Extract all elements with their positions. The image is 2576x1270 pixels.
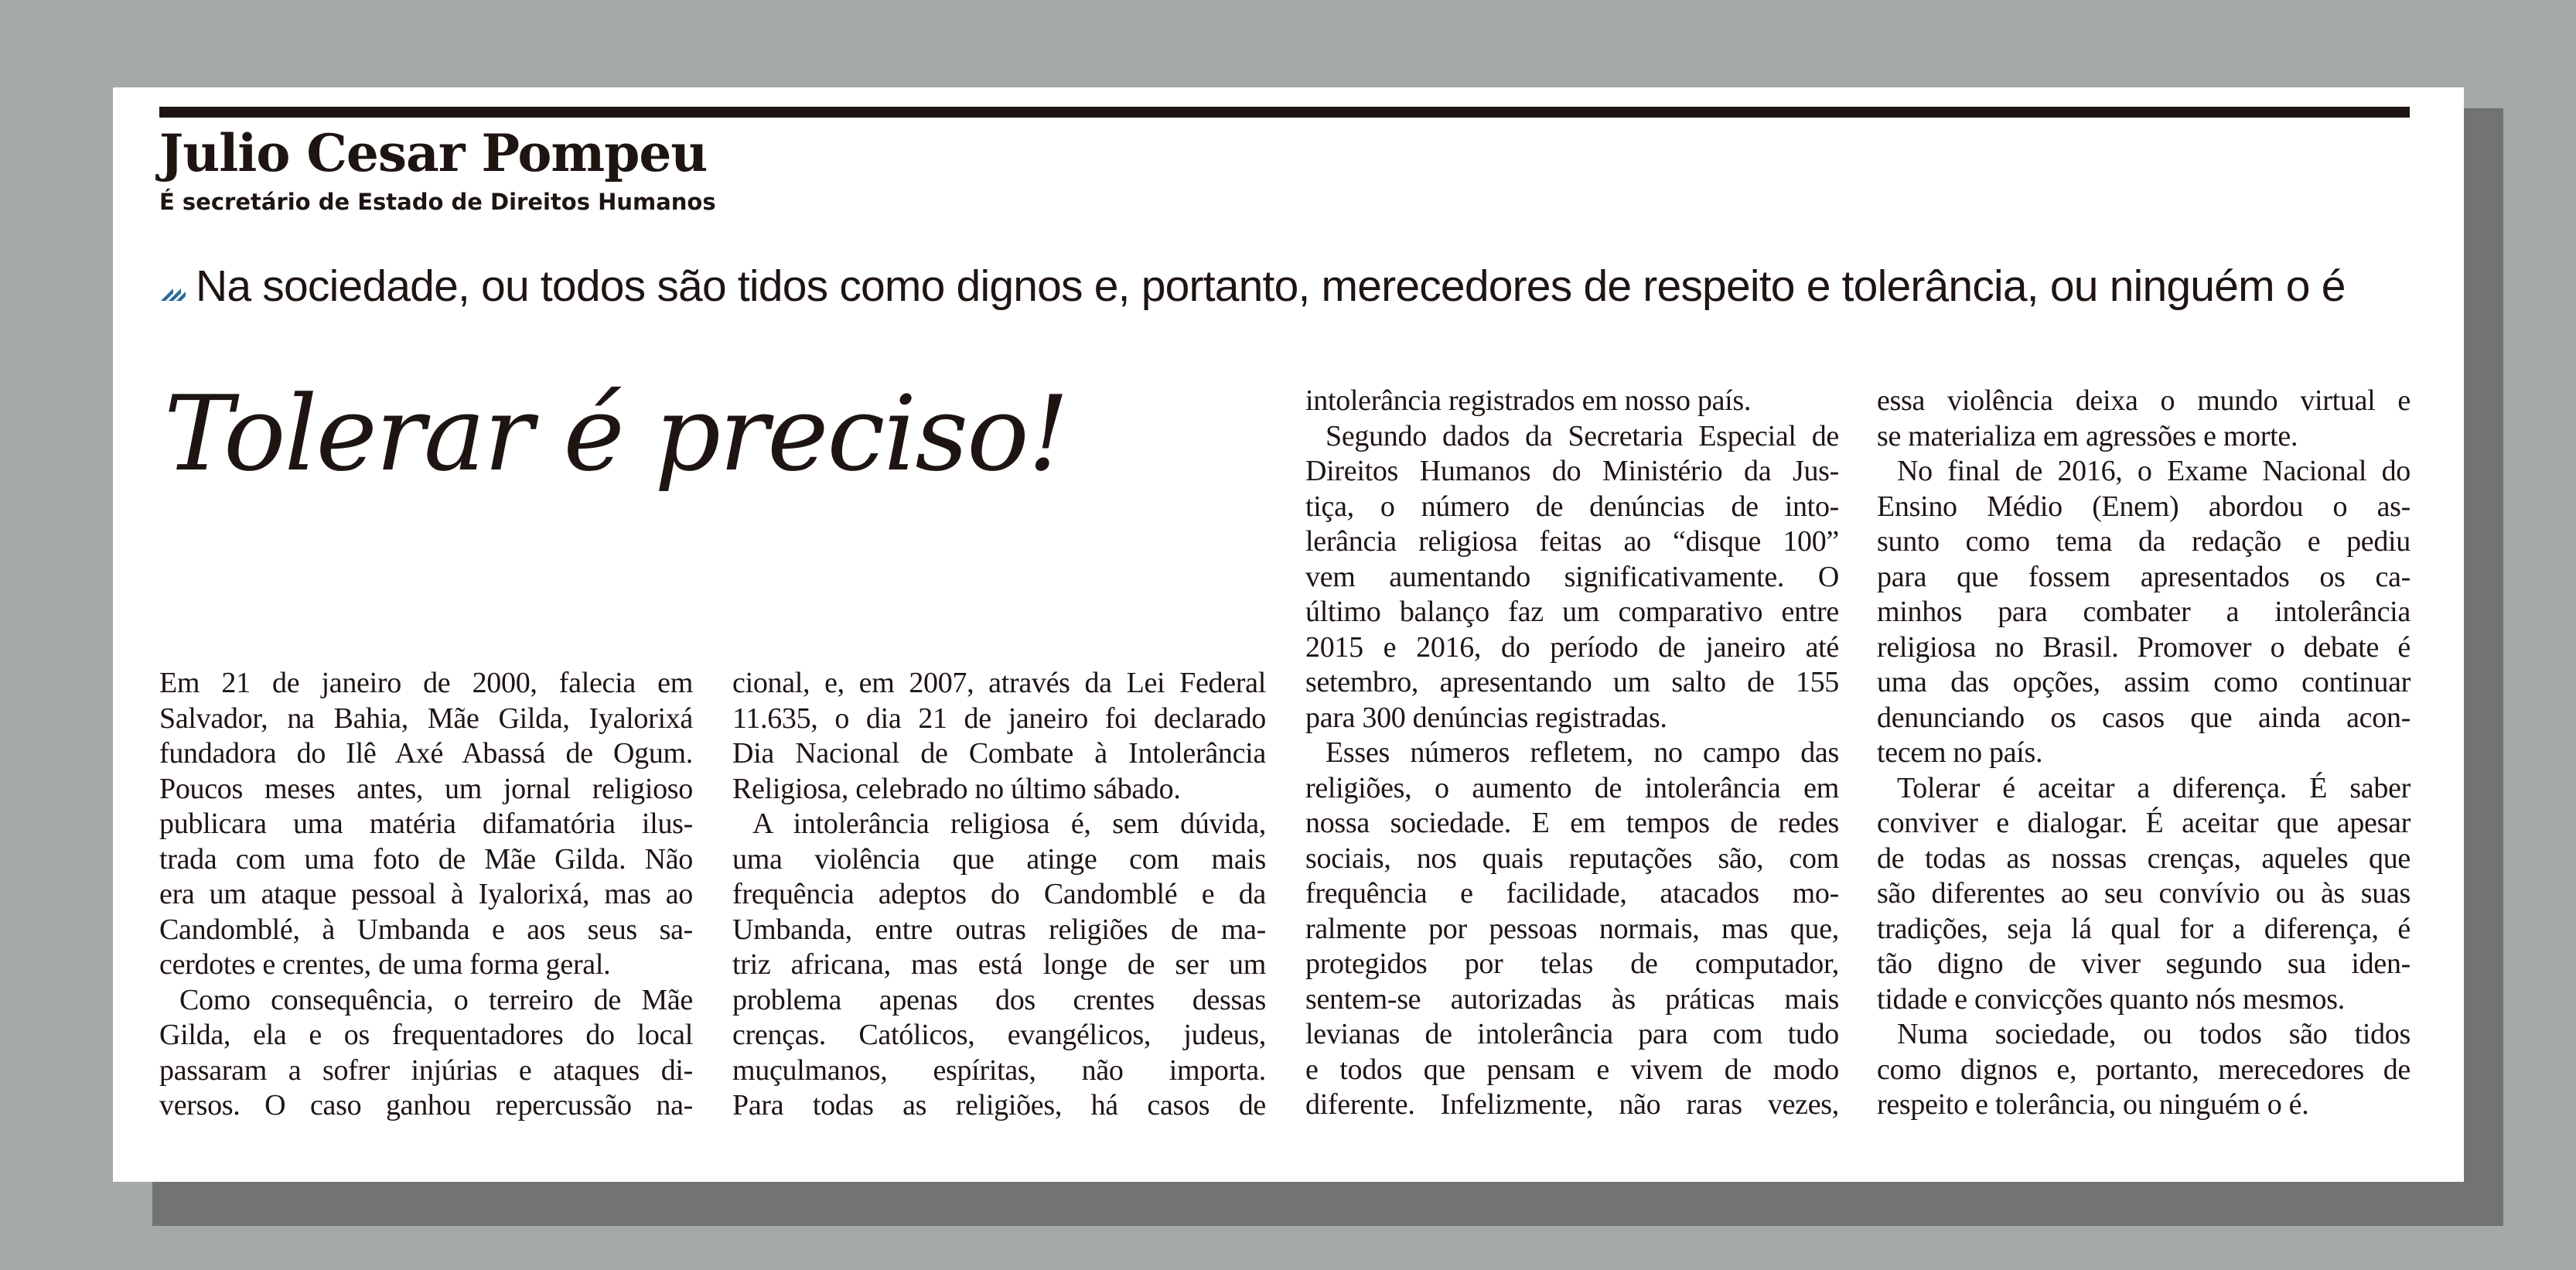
text-line: era um ataque pessoal à Iyalorixá, mas ao (159, 878, 693, 910)
text-line: publicara uma matéria difamatória ilus- (159, 807, 693, 840)
text-line: crenças. Católicos, evangélicos, judeus, (732, 1019, 1266, 1051)
pull-quote: Na sociedade, ou todos são tidos como dignos e, portanto, merecedores de respeito e tolerância, ou ninguém o é (196, 261, 2346, 311)
text-line: uma das opções, assim como continuar (1877, 666, 2411, 698)
text-line: Direitos Humanos do Ministério da Jus- (1305, 455, 1839, 487)
text-line: fundadora do Ilê Axé Abassá de Ogum. (159, 737, 693, 770)
text-line: respeito e tolerância, ou ninguém o é. (1877, 1088, 2309, 1121)
text-line: se materializa em agressões e morte. (1877, 419, 2298, 452)
text-line: Umbanda, entre outras religiões de ma- (732, 913, 1266, 946)
text-line: intolerância registrados em nosso país. (1305, 384, 1752, 417)
text-line: de todas as nossas crenças, aqueles que (1877, 842, 2411, 875)
text-line: último balanço faz um comparativo entre (1305, 596, 1839, 628)
text-line: triz africana, mas está longe de ser um (732, 948, 1266, 981)
text-line: passaram a sofrer injúrias e ataques di- (159, 1053, 693, 1087)
text-line: religiões, o aumento de intolerância em (1305, 771, 1839, 804)
text-line: Para todas as religiões, há casos de (732, 1089, 1266, 1121)
article-column-2 (732, 666, 1266, 1124)
top-rule (159, 107, 2410, 118)
text-line: No final de 2016, o Exame Nacional do (1897, 455, 2411, 487)
text-line: Ensino Médio (Enem) abordou o as- (1877, 490, 2411, 523)
text-line: sociais, nos quais reputações são, com (1305, 842, 1839, 875)
text-line: levianas de intolerância para com tudo (1305, 1018, 1839, 1050)
text-line: tecem no país. (1877, 736, 2043, 769)
text-line: diferente. Infelizmente, não raras vezes, (1305, 1088, 1839, 1121)
newspaper-clipping (113, 87, 2464, 1182)
text-line: Poucos meses antes, um jornal religioso (159, 772, 693, 805)
text-line: lerância religiosa feitas ao “disque 100” (1305, 525, 1839, 558)
author-name: Julio Cesar Pompeu (159, 123, 708, 183)
text-line: cerdotes e crentes, de uma forma geral. (159, 948, 611, 981)
text-line: uma violência que atinge com mais (732, 842, 1266, 876)
text-line: conviver e dialogar. É aceitar que apesar (1877, 807, 2411, 839)
article-column-3 (1305, 384, 1839, 1123)
text-line: Religiosa, celebrado no último sábado. (732, 772, 1181, 805)
text-line: 2015 e 2016, do período de janeiro até (1305, 630, 1839, 664)
text-line: Segundo dados da Secretaria Especial de (1326, 419, 1839, 452)
text-line: denunciando os casos que ainda acon- (1877, 701, 2411, 734)
text-line: cional, e, em 2007, através da Lei Federal (732, 667, 1266, 699)
quote-marker-icon (159, 276, 186, 302)
text-line: Tolerar é aceitar a diferença. É saber (1897, 771, 2411, 804)
text-line: Gilda, ela e os frequentadores do local (159, 1019, 693, 1051)
text-line: para 300 denúncias registradas. (1305, 701, 1667, 734)
text-line: frequência e facilidade, atacados mo- (1305, 877, 1839, 910)
text-line: ralmente por pessoas normais, mas que, (1305, 912, 1839, 945)
text-line: tidade e convicções quanto nós mesmos. (1877, 982, 2345, 1016)
text-line: nossa sociedade. E em tempos de redes (1305, 807, 1839, 839)
text-line: para que fossem apresentados os ca- (1877, 560, 2411, 593)
text-line: muçulmanos, espíritas, não importa. (732, 1053, 1266, 1087)
text-line: Dia Nacional de Combate à Intolerância (732, 737, 1266, 770)
text-line: A intolerância religiosa é, sem dúvida, (752, 807, 1266, 840)
text-line: Esses números refletem, no campo das (1326, 736, 1839, 769)
text-line: Como consequência, o terreiro de Mãe (179, 983, 693, 1016)
text-line: Numa sociedade, ou todos são tidos (1897, 1018, 2411, 1050)
author-role: É secretário de Estado de Direitos Humanos (159, 189, 716, 215)
text-line: 11.635, o dia 21 de janeiro foi declarado (732, 702, 1266, 735)
text-line: versos. O caso ganhou repercussão na- (159, 1089, 693, 1121)
text-line: são diferentes ao seu convívio ou às suas (1877, 877, 2411, 910)
text-line: sentem-se autorizadas às práticas mais (1305, 982, 1839, 1016)
text-line: tradições, seja lá qual for a diferença, é (1877, 912, 2411, 945)
text-line: religiosa no Brasil. Promover o debate é (1877, 630, 2411, 664)
text-line: minhos para combater a intolerância (1877, 596, 2411, 628)
text-line: Candomblé, à Umbanda e aos seus sa- (159, 913, 693, 946)
text-line: trada com uma foto de Mãe Gilda. Não (159, 842, 693, 876)
text-line: protegidos por telas de computador, (1305, 947, 1839, 980)
headline: Tolerar é preciso! (164, 374, 1068, 494)
article-column-1 (159, 666, 693, 1124)
text-line: frequência adeptos do Candomblé e da (732, 878, 1266, 910)
article-column-4 (1877, 384, 2411, 1123)
text-line: Salvador, na Bahia, Mãe Gilda, Iyalorixá (159, 702, 693, 735)
text-line: como dignos e, portanto, merecedores de (1877, 1053, 2411, 1086)
text-line: e todos que pensam e vivem de modo (1305, 1053, 1839, 1086)
text-line: setembro, apresentando um salto de 155 (1305, 666, 1839, 698)
text-line: tão digno de viver segundo sua iden- (1877, 947, 2411, 980)
text-line: sunto como tema da redação e pediu (1877, 525, 2411, 558)
text-line: essa violência deixa o mundo virtual e (1877, 384, 2411, 417)
text-line: problema apenas dos crentes dessas (732, 983, 1266, 1016)
text-line: Em 21 de janeiro de 2000, falecia em (159, 667, 693, 699)
text-line: vem aumentando significativamente. O (1305, 560, 1839, 593)
text-line: tiça, o número de denúncias de into- (1305, 490, 1839, 523)
